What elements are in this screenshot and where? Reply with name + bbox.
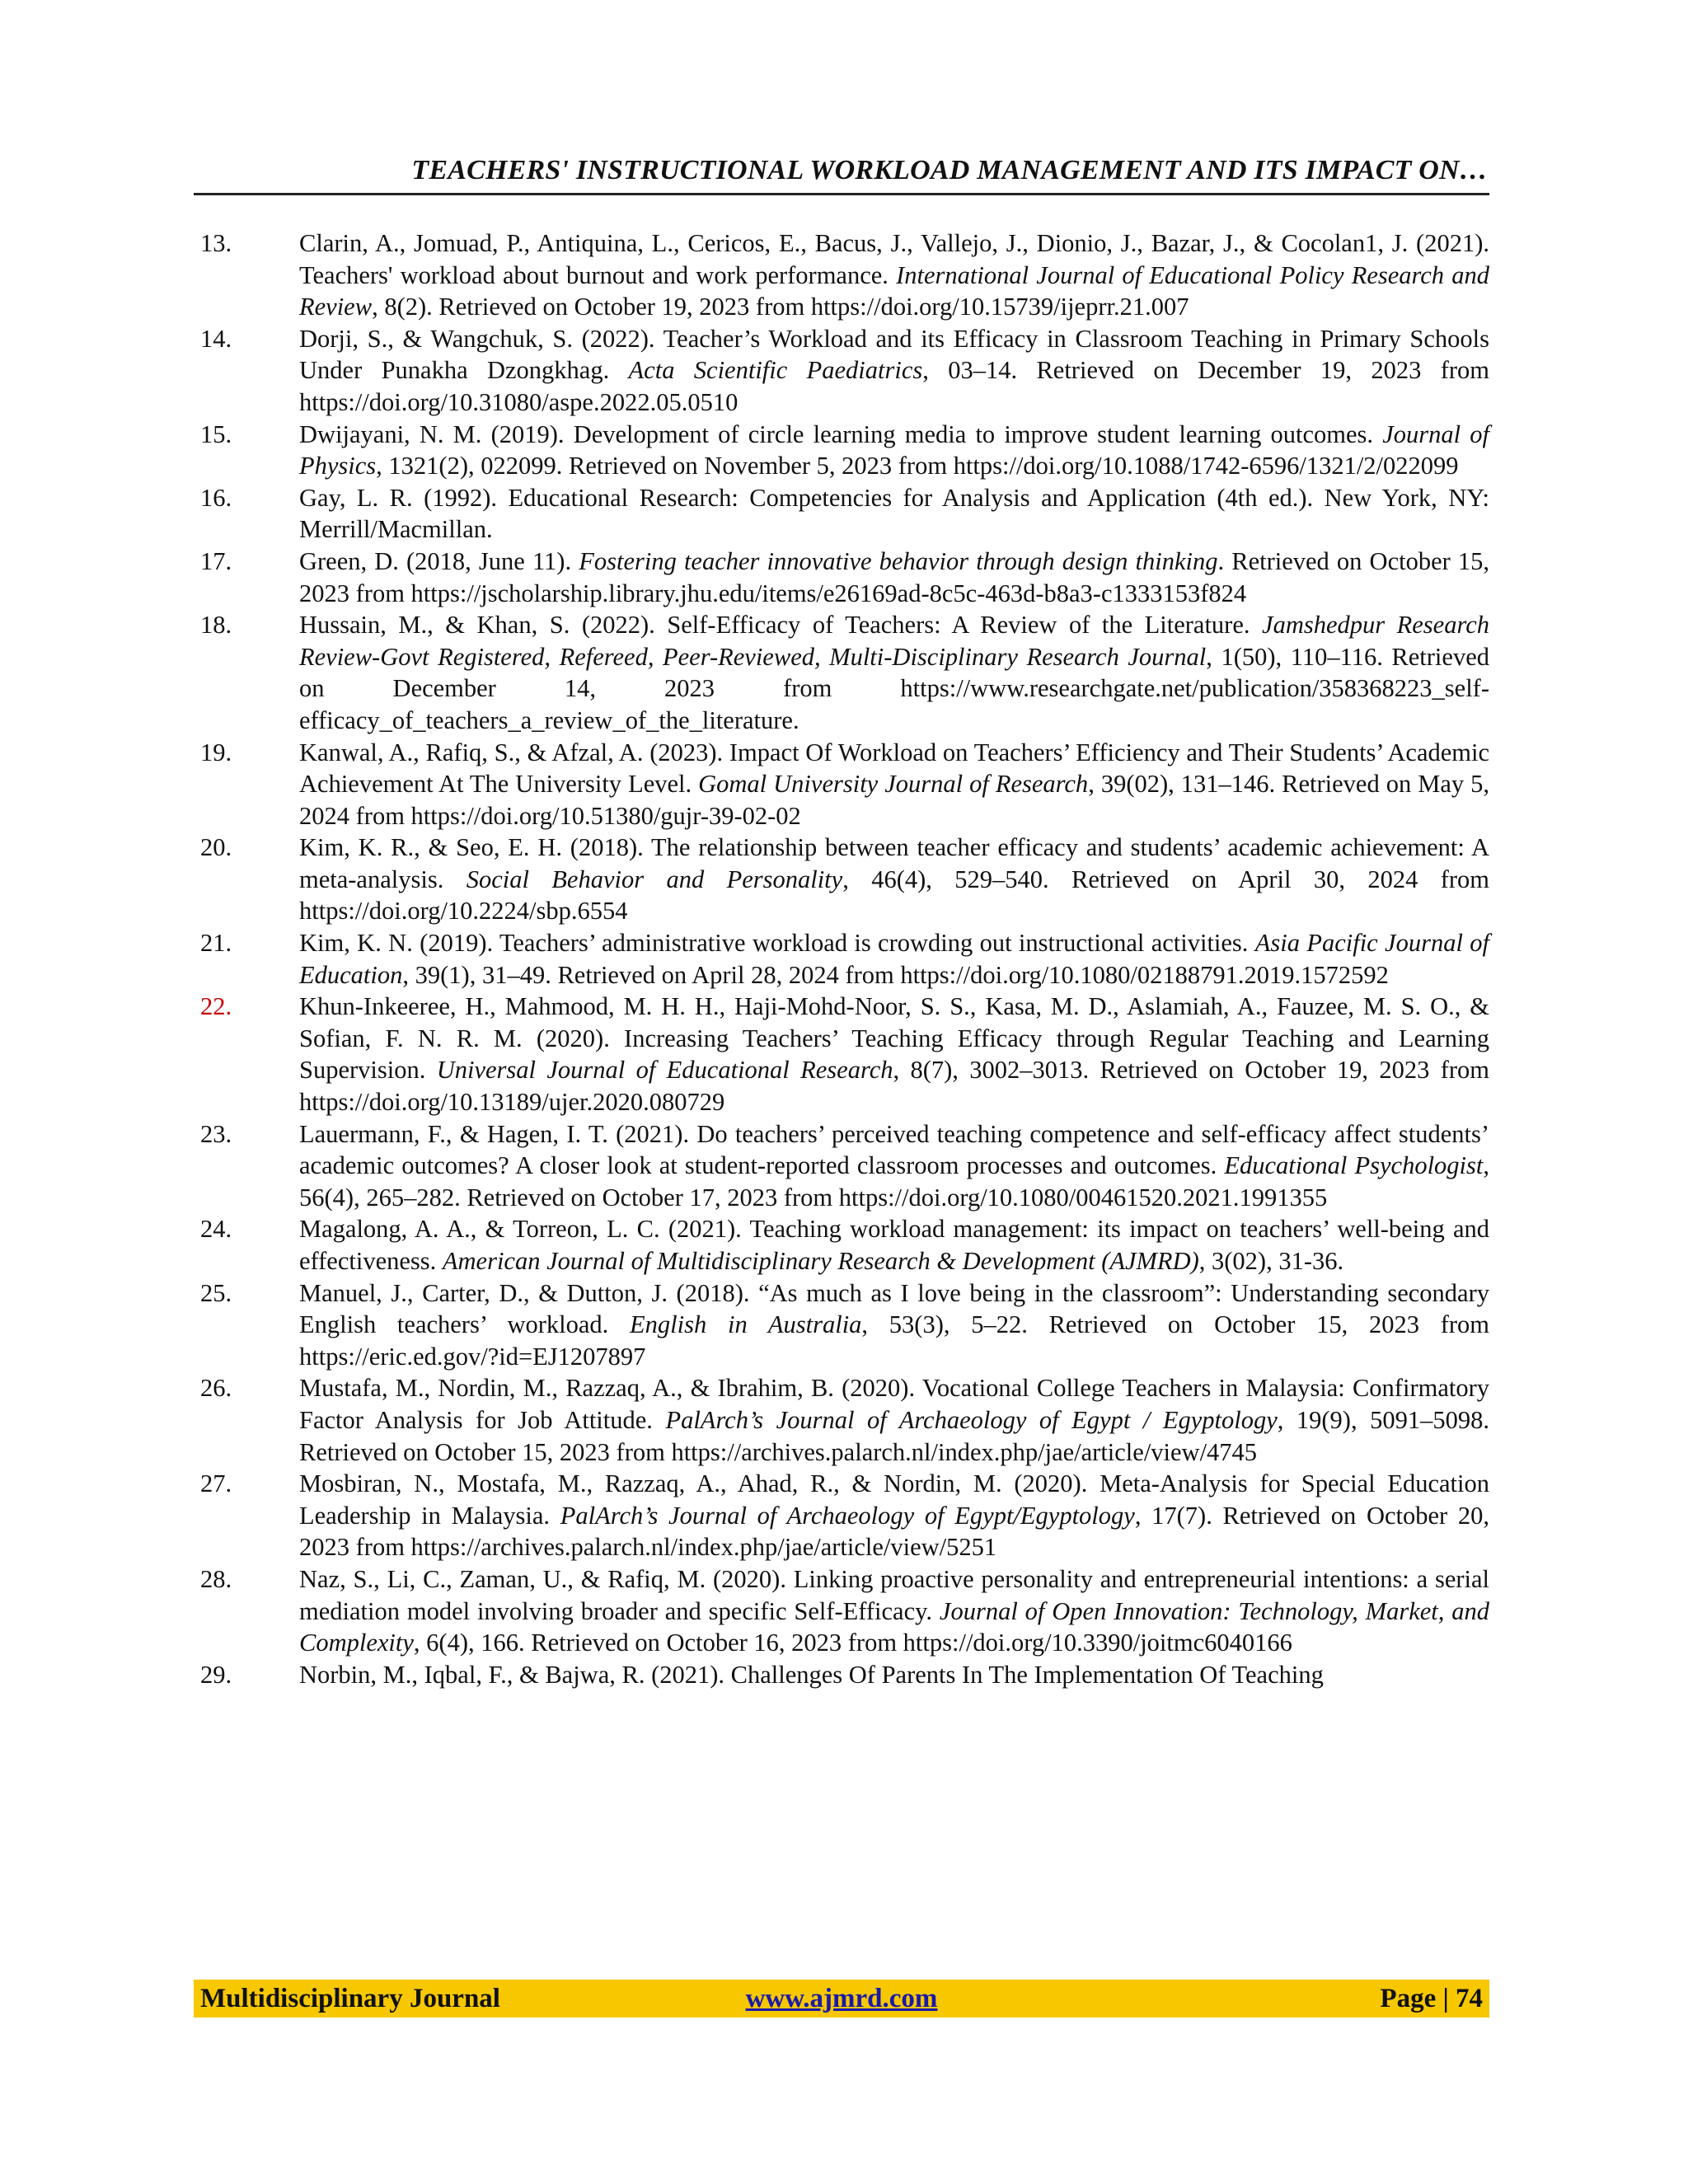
reference-details: , 03–14. Retrieved on December 19, 2023 from https://doi.org/10.31080/aspe.2022.05.0510 <box>299 356 1489 416</box>
reference-entry <box>194 737 1489 832</box>
reference-citation: Mustafa, M., Nordin, M., Razzaq, A., & Ibrahim, B. (2020). Vocational College Teachers in Malaysia: Confirmatory Factor Analysis for Job Attitude. <box>299 1374 1489 1434</box>
reference-details: . Retrieved on October 15, 2023 from https://jscholarship.library.jhu.edu/items/e26169ad-8c5c-463d-b8a3-c1333153f824 <box>299 546 1490 607</box>
reference-source-title: Universal Journal of Educational Research <box>436 1056 893 1085</box>
reference-number: 27. <box>200 1469 232 1498</box>
reference-entry <box>194 927 1489 991</box>
reference-number: 14. <box>200 324 232 353</box>
header-divider <box>194 193 1489 195</box>
reference-number: 21. <box>200 929 232 958</box>
reference-text <box>299 323 1489 419</box>
reference-details: , 19(9), 5091–5098. Retrieved on October 15, 2023 from https://archives.palarch.nl/index.php/jae/article/view/4745 <box>299 1405 1489 1466</box>
reference-details: , 56(4), 265–282. Retrieved on October 17, 2023 from https://doi.org/10.1080/00461520.2021.1991355 <box>299 1151 1489 1212</box>
reference-source-title: PalArch’s Journal of Archaeology of Egypt/Egyptology <box>560 1501 1135 1530</box>
reference-citation: Kanwal, A., Rafiq, S., & Afzal, A. (2023). Impact Of Workload on Teachers’ Efficiency and Their Students’ Academic Achievement At The University Level. <box>299 738 1489 799</box>
reference-number: 19. <box>200 738 232 766</box>
reference-number: 29. <box>200 1660 232 1689</box>
reference-details: , 46(4), 529–540. Retrieved on April 30, 2024 from https://doi.org/10.2224/sbp.6554 <box>299 865 1489 926</box>
reference-text <box>299 1563 1489 1659</box>
reference-details: , 8(7), 3002–3013. Retrieved on October 19, 2023 from https://doi.org/10.13189/ujer.2020.080729 <box>299 1056 1489 1117</box>
reference-text <box>299 991 1489 1118</box>
reference-text <box>299 1277 1489 1373</box>
reference-entry <box>194 227 1489 323</box>
reference-source-title: PalArch’s Journal of Archaeology of Egypt / Egyptology <box>665 1405 1278 1434</box>
reference-entry <box>194 1659 1489 1691</box>
reference-citation: Manuel, J., Carter, D., & Dutton, J. (2018). “As much as I love being in the classroom”: Understanding secondary English teachers’ workload. <box>299 1278 1489 1339</box>
reference-citation: Dwijayani, N. M. (2019). Development of circle learning media to improve student learning outcomes. <box>299 419 1383 448</box>
reference-entry <box>194 1118 1489 1214</box>
reference-entry <box>194 419 1489 482</box>
reference-text <box>299 227 1489 323</box>
reference-entry <box>194 609 1489 736</box>
reference-details: , 1(50), 110–116. Retrieved on December 14, 2023 from https://www.researchgate.net/publication/358368223_self-efficacy_of_teachers_a_review_of_the_literature. <box>299 642 1489 734</box>
reference-text <box>299 1468 1489 1563</box>
reference-number: 25. <box>200 1278 232 1307</box>
reference-citation: Magalong, A. A., & Torreon, L. C. (2021). Teaching workload management: its impact on teachers’ well-being and effectiveness. <box>299 1215 1489 1275</box>
reference-details: , 8(2). Retrieved on October 19, 2023 from https://doi.org/10.15739/ijeprr.21.007 <box>372 293 1189 321</box>
reference-source-title: Social Behavior and Personality <box>466 865 843 893</box>
reference-details: , 6(4), 166. Retrieved on October 16, 2023 from https://doi.org/10.3390/joitmc6040166 <box>413 1629 1292 1657</box>
reference-list <box>194 227 1489 1690</box>
reference-entry <box>194 546 1489 609</box>
reference-citation: Mosbiran, N., Mostafa, M., Razzaq, A., Ahad, R., & Nordin, M. (2020). Meta-Analysis for Special Education Leadership in Malaysia. <box>299 1469 1489 1530</box>
reference-entry <box>194 1372 1489 1468</box>
reference-text <box>299 546 1489 609</box>
reference-entry <box>194 1277 1489 1373</box>
reference-citation: Clarin, A., Jomuad, P., Antiquina, L., Cericos, E., Bacus, J., Vallejo, J., Dionio, J., Bazar, J., & Cocolan1, J. (2021). Teachers' workload about burnout and work performance. <box>299 229 1489 289</box>
reference-text <box>299 832 1489 927</box>
reference-number: 16. <box>200 483 232 512</box>
reference-details: , 53(3), 5–22. Retrieved on October 15, 2023 from https://eric.ed.gov/?id=EJ1207897 <box>299 1310 1489 1371</box>
reference-number: 22. <box>200 992 232 1021</box>
reference-number: 20. <box>200 833 232 862</box>
reference-number: 15. <box>200 419 232 448</box>
reference-text <box>299 1659 1489 1691</box>
reference-citation: Hussain, M., & Khan, S. (2022). Self-Efficacy of Teachers: A Review of the Literature. <box>299 611 1263 640</box>
reference-citation: Norbin, M., Iqbal, F., & Bajwa, R. (2021). Challenges Of Parents In The Implementation Of Teaching <box>299 1660 1324 1689</box>
reference-entry <box>194 1213 1489 1277</box>
reference-text <box>299 927 1489 991</box>
reference-source-title: Jamshedpur Research Review-Govt Registered, Refereed, Peer-Reviewed, Multi-Disciplinary Research Journal <box>299 611 1489 671</box>
reference-citation: Naz, S., Li, C., Zaman, U., & Rafiq, M. (2020). Linking proactive personality and entrepreneurial intentions: a serial mediation model involving broader and specific Self-Efficacy. <box>299 1564 1489 1625</box>
reference-citation: Gay, L. R. (1992). Educational Research: Competencies for Analysis and Application (4th ed.). New York, NY: Merrill/Macmillan. <box>299 483 1489 544</box>
reference-entry <box>194 991 1489 1118</box>
reference-details: , 39(02), 131–146. Retrieved on May 5, 2024 from https://doi.org/10.51380/gujr-39-02-02 <box>299 770 1489 830</box>
footer-website-link[interactable]: www.ajmrd.com <box>745 1984 938 2013</box>
reference-source-title: Educational Psychologist <box>1224 1151 1484 1180</box>
footer-page-number: Page | 74 <box>1380 1984 1483 2013</box>
reference-entry <box>194 482 1489 546</box>
reference-source-title: International Journal of Educational Policy Research and Review <box>299 260 1489 321</box>
reference-citation: Khun-Inkeeree, H., Mahmood, M. H. H., Haji-Mohd-Noor, S. S., Kasa, M. D., Aslamiah, A., Fauzee, M. S. O., & Sofian, F. N. R. M. (2020). Increasing Teachers’ Teaching Efficacy through Regular Teaching and Learning Supervision. <box>299 992 1489 1085</box>
reference-details: , 17(7). Retrieved on October 20, 2023 from https://archives.palarch.nl/index.php/jae/article/view/5251 <box>299 1501 1490 1562</box>
reference-citation: Kim, K. R., & Seo, E. H. (2018). The relationship between teacher efficacy and students’ academic achievement: A meta-analysis. <box>299 833 1489 893</box>
reference-entry <box>194 1563 1489 1659</box>
reference-entry <box>194 832 1489 927</box>
reference-citation: Lauermann, F., & Hagen, I. T. (2021). Do teachers’ perceived teaching competence and self-efficacy affect students’ academic outcomes? A closer look at student-reported classroom processes and outcomes. <box>299 1119 1489 1180</box>
reference-source-title: Acta Scientific Paediatrics <box>628 356 923 385</box>
reference-details: , 39(1), 31–49. Retrieved on April 28, 2024 from https://doi.org/10.1080/02188791.2019.1572592 <box>402 960 1389 989</box>
reference-number: 24. <box>200 1215 232 1244</box>
reference-number: 13. <box>200 229 232 257</box>
reference-text <box>299 1213 1489 1277</box>
footer-journal-name: Multidisciplinary Journal <box>200 1984 500 2013</box>
reference-source-title: English in Australia <box>630 1310 862 1339</box>
reference-number: 17. <box>200 546 232 575</box>
reference-number: 23. <box>200 1119 232 1148</box>
reference-entry <box>194 1468 1489 1563</box>
reference-source-title: Asia Pacific Journal of Education <box>299 929 1489 989</box>
reference-number: 28. <box>200 1564 232 1593</box>
reference-source-title: Journal of Physics <box>299 419 1489 480</box>
reference-text <box>299 1372 1489 1468</box>
page-footer <box>194 1980 1489 2018</box>
reference-details: , 3(02), 31-36. <box>1198 1247 1344 1275</box>
reference-text <box>299 737 1489 832</box>
reference-source-title: Gomal University Journal of Research <box>698 770 1089 799</box>
reference-text <box>299 482 1489 546</box>
reference-text <box>299 609 1489 736</box>
reference-citation: Kim, K. N. (2019). Teachers’ administrative workload is crowding out instructional activities. <box>299 929 1255 958</box>
reference-source-title: Journal of Open Innovation: Technology, Market, and Complexity <box>299 1596 1489 1657</box>
reference-entry <box>194 323 1489 419</box>
running-header: TEACHERS' INSTRUCTIONAL WORKLOAD MANAGEMENT AND ITS IMPACT ON… <box>411 155 1488 185</box>
reference-details: , 1321(2), 022099. Retrieved on November 5, 2023 from https://doi.org/10.1088/1742-6596/1321/2/022099 <box>376 452 1459 480</box>
reference-text <box>299 1118 1489 1214</box>
reference-citation: Dorji, S., & Wangchuk, S. (2022). Teacher’s Workload and its Efficacy in Classroom Teaching in Primary Schools Under Punakha Dzongkhag. <box>299 324 1489 385</box>
reference-number: 26. <box>200 1374 232 1403</box>
reference-source-title: Fostering teacher innovative behavior through design thinking <box>579 546 1218 575</box>
reference-citation: Green, D. (2018, June 11). <box>299 546 579 575</box>
reference-number: 18. <box>200 611 232 640</box>
reference-source-title: American Journal of Multidisciplinary Research & Development (AJMRD) <box>442 1247 1199 1275</box>
reference-text <box>299 419 1489 482</box>
